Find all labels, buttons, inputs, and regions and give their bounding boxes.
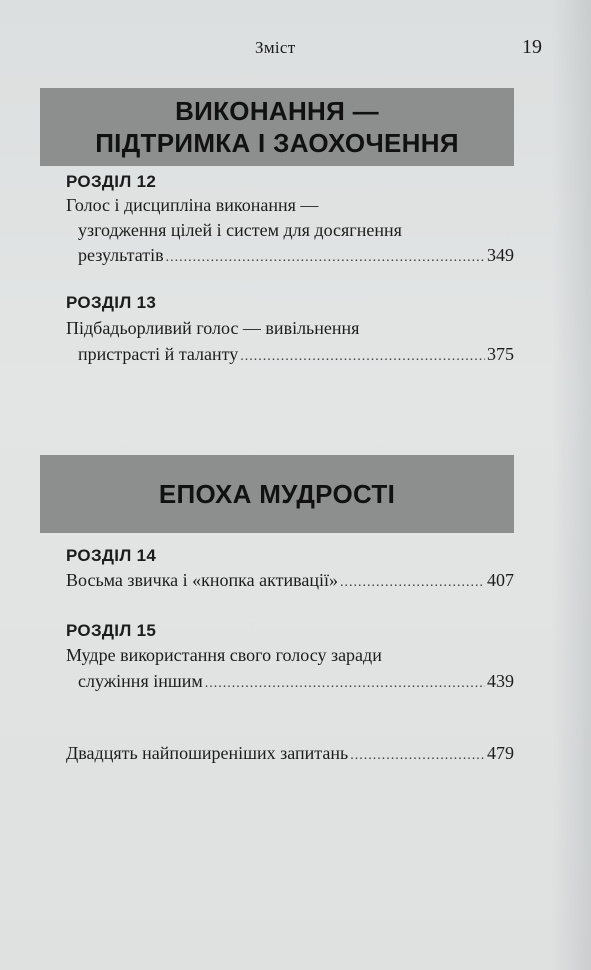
toc-entry-title: Восьма звичка і «кнопка активації» xyxy=(66,570,339,590)
toc-page-number: 375 xyxy=(487,344,514,364)
running-header-page-number: 19 xyxy=(522,36,542,58)
dot-leader xyxy=(240,345,485,369)
toc-page-number: 407 xyxy=(487,570,514,590)
page-edge-shadow xyxy=(551,0,591,970)
toc-entry-title: узгодження цілей і систем для досягнення xyxy=(78,220,402,240)
toc-entry-title: Підбадьорливий голос — вивільнення xyxy=(66,318,360,338)
part-title-line: ПІДТРИМКА І ЗАОХОЧЕННЯ xyxy=(95,128,459,158)
chapter-label: РОЗДІЛ 14 xyxy=(66,546,157,565)
toc-entry-row xyxy=(78,669,514,696)
toc-entry-title: результатів xyxy=(78,245,164,265)
dot-leader xyxy=(340,571,485,595)
part-title-line: ЕПОХА МУДРОСТІ xyxy=(158,479,396,509)
toc-entry-row xyxy=(78,342,514,369)
part-title-band xyxy=(40,455,514,533)
toc-page-number: 439 xyxy=(487,671,514,691)
dot-leader xyxy=(166,246,485,270)
dot-leader xyxy=(350,744,485,768)
toc-entry-title: Двадцять найпоширеніших запитань xyxy=(66,743,349,763)
part-title-band xyxy=(40,88,514,166)
toc-entry-row xyxy=(78,243,514,270)
chapter-label: РОЗДІЛ 13 xyxy=(66,293,157,312)
toc-entry-title: служіння іншим xyxy=(78,671,203,691)
toc-entry-title: Мудре використання свого голосу заради xyxy=(66,645,382,665)
toc-page-number: 479 xyxy=(487,743,514,763)
toc-entry-row xyxy=(66,741,514,768)
toc-entry-title: пристрасті й таланту xyxy=(78,344,239,364)
toc-page-number: 349 xyxy=(487,245,514,265)
toc-entry-row xyxy=(66,568,514,595)
dot-leader xyxy=(205,672,485,696)
part-title-line: ВИКОНАННЯ — xyxy=(175,96,379,126)
chapter-label: РОЗДІЛ 15 xyxy=(66,621,157,640)
toc-entry-title: Голос і дисципліна виконання — xyxy=(66,195,319,215)
chapter-label: РОЗДІЛ 12 xyxy=(66,172,157,191)
running-header-section: Зміст xyxy=(255,38,296,57)
